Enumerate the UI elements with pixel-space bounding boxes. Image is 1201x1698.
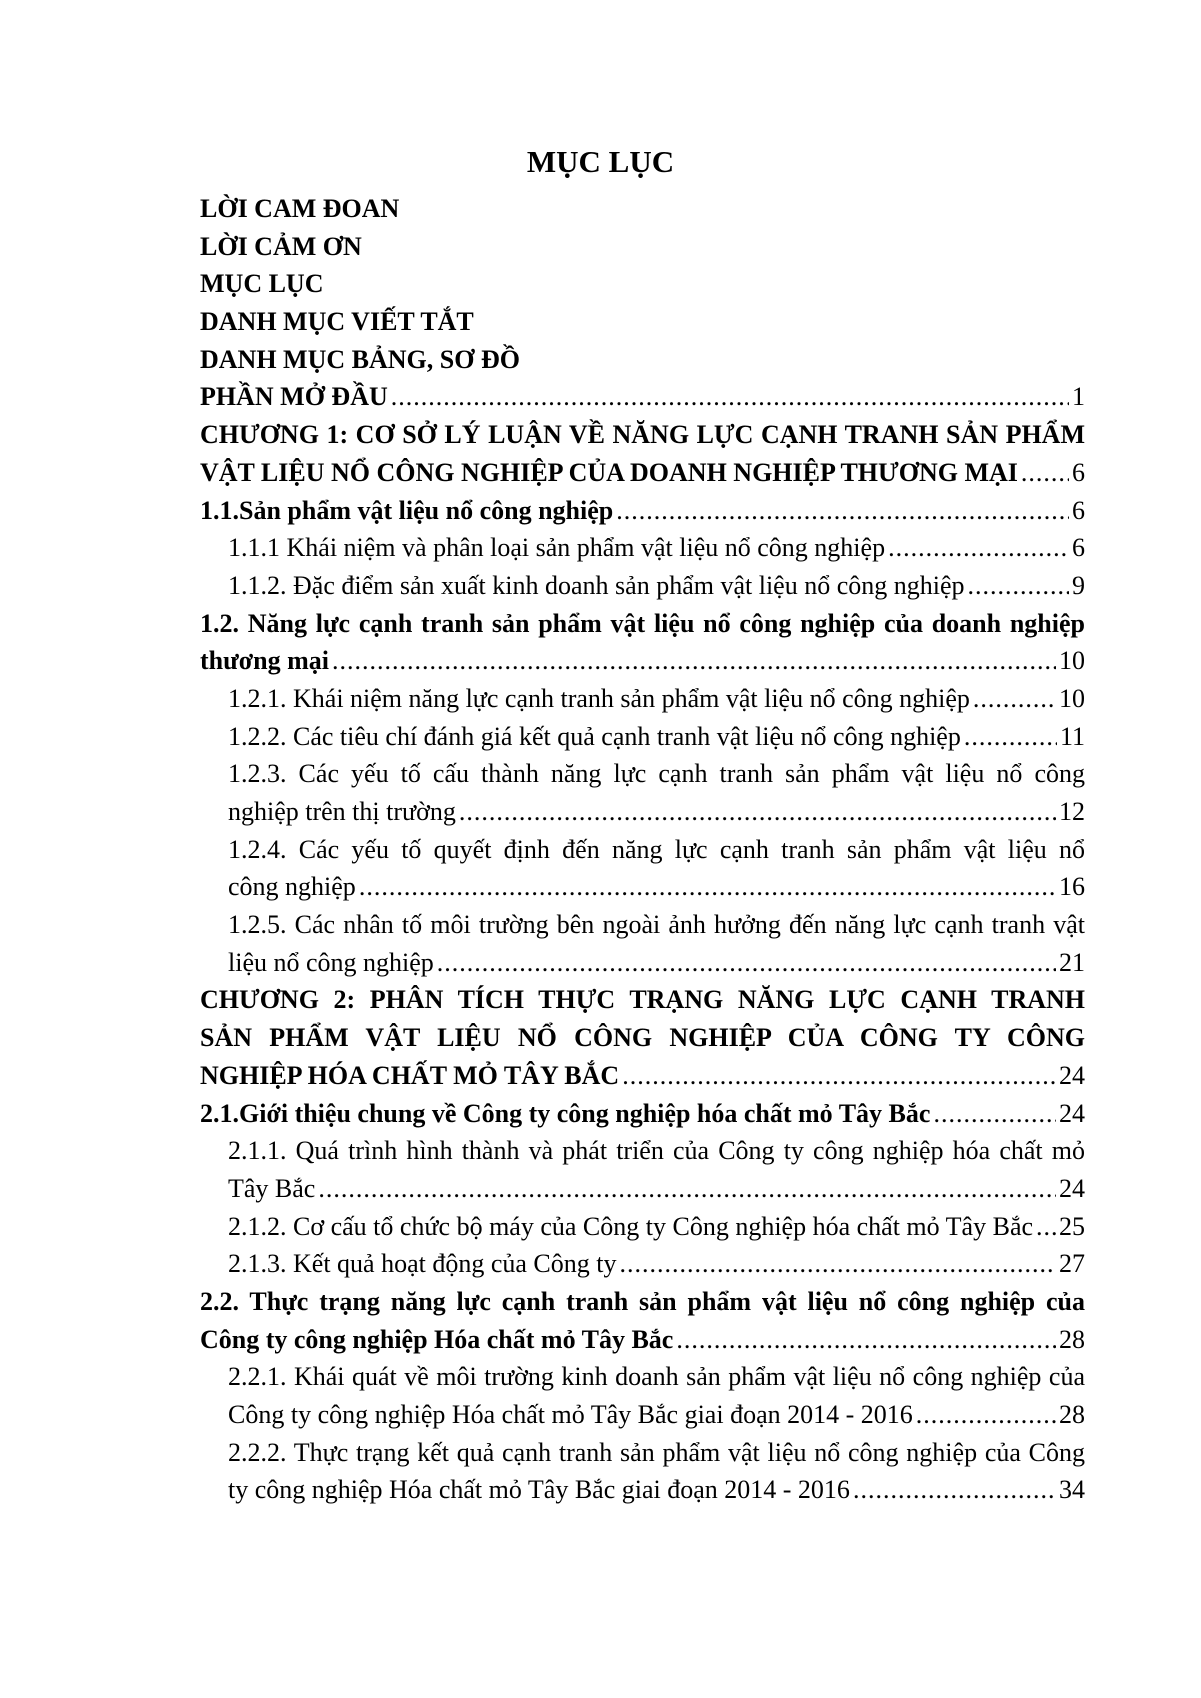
toc-page-number: 27: [1059, 1249, 1085, 1279]
toc-page-number: 10: [1059, 683, 1085, 713]
table-of-contents: [200, 190, 1085, 1509]
toc-leader: [622, 1057, 1056, 1095]
toc-entry-1-2-4-line2[interactable]: [200, 868, 1085, 906]
toc-page-number: 12: [1059, 797, 1085, 826]
toc-entry-1-2-line2[interactable]: [200, 642, 1085, 680]
toc-entry-2-2-line2[interactable]: [200, 1321, 1085, 1359]
toc-page-number: 24: [1059, 1060, 1085, 1090]
toc-entry-chuong-1-line2[interactable]: [200, 454, 1085, 492]
toc-page-number: 24: [1059, 1098, 1085, 1128]
toc-page-number: 9: [1072, 570, 1085, 600]
toc-entry-1-2-1[interactable]: [200, 680, 1085, 718]
toc-leader: [318, 1170, 1056, 1208]
toc-leader: [620, 1245, 1057, 1283]
toc-entry-text: Công ty công nghiệp Hóa chất mỏ Tây Bắc: [200, 1324, 674, 1354]
toc-entry-text: 1.1.Sản phẩm vật liệu nổ công nghiệp: [200, 495, 614, 525]
toc-entry-text: liệu nổ công nghiệp: [228, 947, 434, 977]
toc-leader: [616, 492, 1069, 530]
toc-entry-danh-muc-viet-tat[interactable]: DANH MỤC VIẾT TẮT: [200, 307, 474, 337]
toc-entry-text: công nghiệp: [228, 872, 356, 902]
toc-page-number: 24: [1059, 1173, 1085, 1203]
toc-page-number: 21: [1059, 947, 1085, 977]
toc-leader: [888, 529, 1069, 567]
toc-entry-text: thương mại: [200, 646, 329, 676]
toc-page-number: 28: [1059, 1324, 1085, 1354]
toc-leader: [359, 868, 1056, 906]
toc-leader: [1036, 1208, 1056, 1246]
toc-page-number: 11: [1059, 721, 1085, 751]
toc-entry-1-1-2[interactable]: [200, 567, 1085, 605]
toc-leader: [973, 680, 1056, 718]
toc-entry-2-2-2-line2[interactable]: [200, 1471, 1085, 1509]
toc-entry-text: nghiệp trên thị trường: [228, 797, 456, 826]
toc-entry-text: 2.1.3. Kết quả hoạt động của Công ty: [228, 1249, 617, 1279]
toc-page-number: 6: [1072, 533, 1085, 563]
toc-leader: [437, 944, 1056, 982]
toc-page-number: 1: [1072, 382, 1085, 412]
toc-entry-1-2-3-line2[interactable]: [200, 793, 1085, 831]
toc-leader: [933, 1095, 1056, 1133]
toc-leader: [916, 1396, 1056, 1434]
toc-entry-1-1[interactable]: [200, 492, 1085, 530]
toc-leader: [1021, 454, 1069, 492]
toc-entry-text: VẬT LIỆU NỔ CÔNG NGHIỆP CỦA DOANH NGHIỆP THƯƠNG MẠI: [200, 457, 1018, 487]
toc-entry-text: 1.1.2. Đặc điểm sản xuất kinh doanh sản phẩm vật liệu nổ công nghiệp: [228, 570, 965, 600]
toc-entry-text: 1.2.2. Các tiêu chí đánh giá kết quả cạnh tranh vật liệu nổ công nghiệp: [228, 721, 961, 751]
toc-entry-chuong-1-line1[interactable]: CHƯƠNG 1: CƠ SỞ LÝ LUẬN VỀ NĂNG LỰC CẠNH TRANH SẢN PHẨM: [200, 420, 1085, 450]
toc-page-number: 34: [1059, 1475, 1085, 1505]
toc-leader: [968, 567, 1069, 605]
toc-entry-chuong-2-line2[interactable]: SẢN PHẨM VẬT LIỆU NỔ CÔNG NGHIỆP CỦA CÔNG TY CÔNG: [200, 1023, 1085, 1053]
toc-page-number: 28: [1059, 1400, 1085, 1429]
toc-entry-text: 2.1.2. Cơ cấu tổ chức bộ máy của Công ty Công nghiệp hóa chất mỏ Tây Bắc: [228, 1211, 1034, 1241]
toc-entry-phan-mo-dau[interactable]: [200, 378, 1085, 416]
toc-page-number: 16: [1059, 872, 1085, 902]
toc-leader: [332, 642, 1056, 680]
page-title: MỤC LỤC: [526, 144, 675, 179]
toc-entry-text: Công ty công nghiệp Hóa chất mỏ Tây Bắc giai đoạn 2014 - 2016: [228, 1400, 913, 1429]
toc-entry-2-1-2[interactable]: [200, 1208, 1085, 1246]
toc-entry-text: 2.1.Giới thiệu chung về Công ty công nghiệp hóa chất mỏ Tây Bắc: [200, 1098, 931, 1128]
toc-entry-1-1-1[interactable]: [200, 529, 1085, 567]
toc-leader: [676, 1321, 1056, 1359]
toc-entry-muc-luc[interactable]: MỤC LỤC: [200, 269, 324, 299]
toc-page-number: 6: [1072, 457, 1085, 487]
toc-entry-text: 1.1.1 Khái niệm và phân loại sản phẩm vật liệu nổ công nghiệp: [228, 533, 886, 563]
toc-entry-1-2-5-line1[interactable]: 1.2.5. Các nhân tố môi trường bên ngoài ảnh hưởng đến năng lực cạnh tranh vật: [228, 910, 1085, 940]
toc-entry-loi-cam-doan[interactable]: LỜI CAM ĐOAN: [200, 194, 400, 223]
toc-leader: [964, 718, 1057, 756]
toc-entry-2-1[interactable]: [200, 1095, 1085, 1133]
toc-entry-1-2-4-line1[interactable]: 1.2.4. Các yếu tố quyết định đến năng lực cạnh tranh sản phẩm vật liệu nổ: [228, 834, 1085, 864]
toc-entry-text: PHẦN MỞ ĐẦU: [200, 382, 388, 412]
toc-entry-text: ty công nghiệp Hóa chất mỏ Tây Bắc giai đoạn 2014 - 2016: [228, 1475, 850, 1505]
toc-entry-2-2-2-line1[interactable]: 2.2.2. Thực trạng kết quả cạnh tranh sản phẩm vật liệu nổ công nghiệp của Công: [228, 1437, 1085, 1467]
toc-entry-danh-muc-bang[interactable]: DANH MỤC BẢNG, SƠ ĐỒ: [200, 344, 520, 374]
toc-entry-1-2-line1[interactable]: 1.2. Năng lực cạnh tranh sản phẩm vật liệu nổ công nghiệp của doanh nghiệp: [200, 608, 1085, 638]
toc-entry-1-2-3-line1[interactable]: 1.2.3. Các yếu tố cấu thành năng lực cạnh tranh sản phẩm vật liệu nổ công: [228, 759, 1085, 789]
toc-leader: [459, 793, 1056, 831]
toc-entry-text: NGHIỆP HÓA CHẤT MỎ TÂY BẮC: [200, 1060, 620, 1090]
toc-entry-loi-cam-on[interactable]: LỜI CẢM ƠN: [200, 231, 362, 261]
toc-entry-1-2-2[interactable]: [200, 718, 1085, 756]
toc-entry-text: Tây Bắc: [228, 1173, 316, 1203]
toc-entry-chuong-2-line3[interactable]: [200, 1057, 1085, 1095]
toc-entry-2-1-3[interactable]: [200, 1245, 1085, 1283]
toc-entry-2-1-1-line1[interactable]: 2.1.1. Quá trình hình thành và phát triển của Công ty công nghiệp hóa chất mỏ: [228, 1136, 1085, 1166]
toc-entry-chuong-2-line1[interactable]: CHƯƠNG 2: PHÂN TÍCH THỰC TRẠNG NĂNG LỰC CẠNH TRANH: [200, 985, 1085, 1015]
toc-entry-2-2-1-line2[interactable]: [200, 1396, 1085, 1434]
toc-entry-2-1-1-line2[interactable]: [200, 1170, 1085, 1208]
toc-leader: [391, 378, 1069, 416]
toc-entry-2-2-1-line1[interactable]: 2.2.1. Khái quát về môi trường kinh doanh sản phẩm vật liệu nổ công nghiệp của: [228, 1362, 1085, 1392]
toc-page-number: 25: [1059, 1211, 1085, 1241]
toc-entry-1-2-5-line2[interactable]: [200, 944, 1085, 982]
toc-page-number: 6: [1072, 495, 1085, 525]
toc-entry-text: 1.2.1. Khái niệm năng lực cạnh tranh sản phẩm vật liệu nổ công nghiệp: [228, 683, 970, 713]
toc-entry-2-2-line1[interactable]: 2.2. Thực trạng năng lực cạnh tranh sản phẩm vật liệu nổ công nghiệp của: [200, 1286, 1085, 1316]
toc-page-number: 10: [1059, 646, 1085, 676]
toc-leader: [853, 1471, 1056, 1509]
